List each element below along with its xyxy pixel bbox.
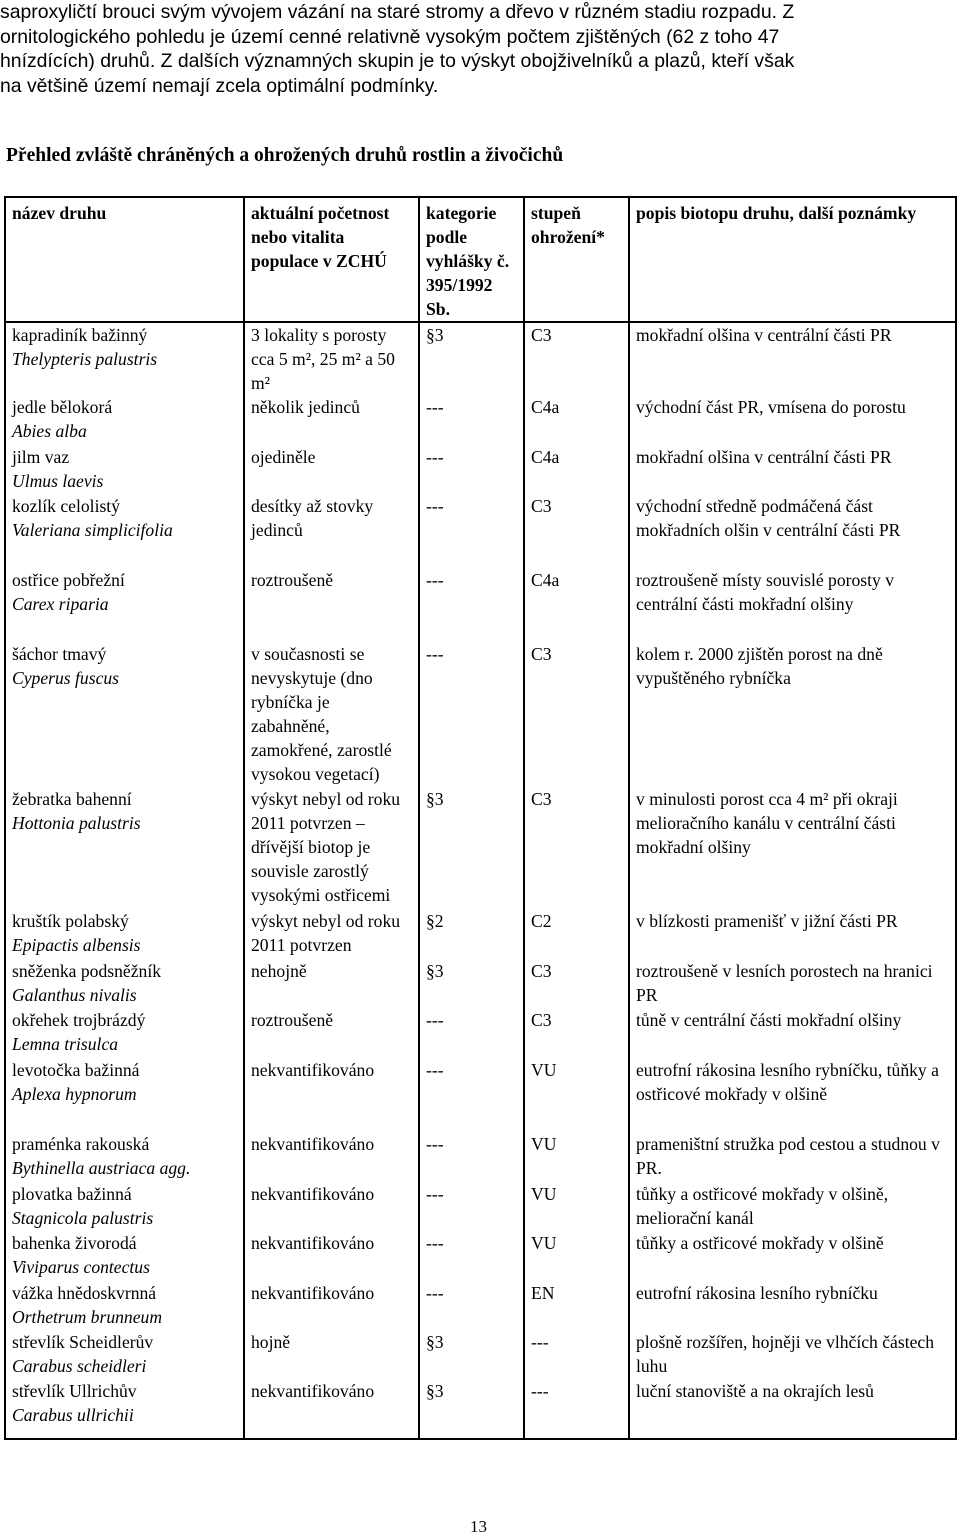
page-number: 13 <box>470 1517 487 1536</box>
header-abundance: aktuální početnost nebo vitalita populace v ZCHÚ <box>244 197 419 322</box>
species-table-body <box>5 322 956 1439</box>
species-latin-name: Thelypteris palustris <box>12 349 158 369</box>
species-latin-name: Carabus scheidleri <box>12 1356 147 1376</box>
threat-cell: VU <box>524 1231 629 1281</box>
table-row <box>5 395 956 445</box>
habitat-cell: eutrofní rákosina lesního rybníčku <box>629 1281 956 1330</box>
table-row <box>5 494 956 568</box>
intro-line: na většině území nemají zcela optimální podmínky. <box>0 74 439 97</box>
species-common-name: levotočka bažinná <box>12 1060 140 1080</box>
threat-cell: VU <box>524 1132 629 1182</box>
table-row <box>5 1058 956 1132</box>
species-common-name: okřehek trojbrázdý <box>12 1010 146 1030</box>
species-name-cell <box>5 1231 244 1281</box>
abundance-cell: nekvantifikováno <box>244 1281 419 1330</box>
table-row <box>5 1132 956 1182</box>
category-cell: §3 <box>419 1379 524 1439</box>
abundance-cell: nekvantifikováno <box>244 1379 419 1439</box>
species-name-cell <box>5 909 244 959</box>
species-name-cell <box>5 959 244 1008</box>
abundance-cell: desítky až stovky jedinců <box>244 494 419 568</box>
header-name: název druhu <box>5 197 244 322</box>
species-name-cell <box>5 1008 244 1058</box>
habitat-cell: prameništní stružka pod cestou a studnou v PR. <box>629 1132 956 1182</box>
habitat-cell: tůně v centrální části mokřadní olšiny <box>629 1008 956 1058</box>
table-row <box>5 568 956 642</box>
species-latin-name: Hottonia palustris <box>12 813 141 833</box>
table-row <box>5 1330 956 1379</box>
abundance-cell: výskyt nebyl od roku 2011 potvrzen <box>244 909 419 959</box>
threat-cell: --- <box>524 1330 629 1379</box>
species-common-name: žebratka bahenní <box>12 789 132 809</box>
species-common-name: kapradiník bažinný <box>12 325 148 345</box>
species-common-name: ostřice pobřežní <box>12 570 125 590</box>
habitat-cell: mokřadní olšina v centrální části PR <box>629 322 956 395</box>
species-name-cell <box>5 642 244 787</box>
habitat-cell: eutrofní rákosina lesního rybníčku, tůňky a ostřicové mokřady v olšině <box>629 1058 956 1132</box>
table-header-row <box>5 197 956 322</box>
species-common-name: sněženka podsněžník <box>12 961 162 981</box>
species-common-name: vážka hnědoskvrnná <box>12 1283 157 1303</box>
species-name-cell <box>5 1281 244 1330</box>
category-cell: --- <box>419 1132 524 1182</box>
category-cell: --- <box>419 1008 524 1058</box>
species-common-name: plovatka bažinná <box>12 1184 132 1204</box>
intro-line: hnízdících) druhů. Z dalších významných skupin je to výskyt obojživelníků a plazů, kteří však <box>0 50 795 72</box>
species-latin-name: Viviparus contectus <box>12 1257 150 1277</box>
threat-cell: C4a <box>524 395 629 445</box>
species-common-name: střevlík Ullrichův <box>12 1381 137 1401</box>
species-latin-name: Cyperus fuscus <box>12 668 120 688</box>
species-table <box>4 196 957 1440</box>
habitat-cell: v minulosti porost cca 4 m² při okraji melioračního kanálu v centrální části mokřadní olšiny <box>629 787 956 909</box>
abundance-cell: ojediněle <box>244 445 419 494</box>
table-row <box>5 959 956 1008</box>
species-latin-name: Epipactis albensis <box>12 935 141 955</box>
threat-cell: C4a <box>524 445 629 494</box>
species-name-cell <box>5 1182 244 1231</box>
table-row <box>5 642 956 787</box>
threat-cell: C3 <box>524 959 629 1008</box>
abundance-cell: nekvantifikováno <box>244 1182 419 1231</box>
species-latin-name: Carabus ullrichii <box>12 1405 134 1425</box>
species-latin-name: Ulmus laevis <box>12 471 104 491</box>
threat-cell: VU <box>524 1182 629 1231</box>
species-name-cell <box>5 494 244 568</box>
category-cell: --- <box>419 1182 524 1231</box>
threat-cell: VU <box>524 1058 629 1132</box>
abundance-cell: několik jedinců <box>244 395 419 445</box>
abundance-cell: 3 lokality s porosty cca 5 m², 25 m² a 50 m² <box>244 322 419 395</box>
table-row <box>5 1379 956 1439</box>
intro-line: ornitologického pohledu je území cenné relativně vysokým počtem zjištěných (62 z toho 47 <box>0 25 780 48</box>
habitat-cell: tůňky a ostřicové mokřady v olšině <box>629 1231 956 1281</box>
category-cell: --- <box>419 642 524 787</box>
category-cell: --- <box>419 494 524 568</box>
header-threat: stupeň ohrožení* <box>524 197 629 322</box>
habitat-cell: kolem r. 2000 zjištěn porost na dně vypuštěného rybníčka <box>629 642 956 787</box>
habitat-cell: roztroušeně místy souvislé porosty v centrální části mokřadní olšiny <box>629 568 956 642</box>
category-cell: §2 <box>419 909 524 959</box>
species-common-name: šáchor tmavý <box>12 644 107 664</box>
species-latin-name: Abies alba <box>12 421 87 441</box>
habitat-cell: plošně rozšířen, hojněji ve vlhčích částech luhu <box>629 1330 956 1379</box>
species-name-cell <box>5 1330 244 1379</box>
intro-paragraph <box>0 0 958 98</box>
abundance-cell: nekvantifikováno <box>244 1231 419 1281</box>
header-habitat: popis biotopu druhu, další poznámky <box>629 197 956 322</box>
threat-cell: C3 <box>524 1008 629 1058</box>
table-row <box>5 322 956 395</box>
category-cell: §3 <box>419 787 524 909</box>
abundance-cell: nekvantifikováno <box>244 1132 419 1182</box>
table-row <box>5 787 956 909</box>
habitat-cell: v blízkosti pramenišť v jižní části PR <box>629 909 956 959</box>
abundance-cell: roztroušeně <box>244 1008 419 1058</box>
habitat-cell: mokřadní olšina v centrální části PR <box>629 445 956 494</box>
intro-line: saproxyličtí brouci svým vývojem vázání na staré stromy a dřevo v různém stadiu rozpadu. Z <box>0 1 795 23</box>
species-name-cell <box>5 322 244 395</box>
species-name-cell <box>5 1132 244 1182</box>
category-cell: --- <box>419 1058 524 1132</box>
species-common-name: jedle bělokorá <box>12 397 113 417</box>
species-name-cell <box>5 787 244 909</box>
threat-cell: C3 <box>524 322 629 395</box>
table-row <box>5 1281 956 1330</box>
table-row <box>5 1182 956 1231</box>
table-row <box>5 445 956 494</box>
species-common-name: kozlík celolistý <box>12 496 120 516</box>
species-common-name: jilm vaz <box>12 447 70 467</box>
habitat-cell: roztroušeně v lesních porostech na hranici PR <box>629 959 956 1008</box>
threat-cell: C3 <box>524 787 629 909</box>
species-latin-name: Valeriana simplicifolia <box>12 520 173 540</box>
species-common-name: praménka rakouská <box>12 1134 150 1154</box>
species-common-name: bahenka živorodá <box>12 1233 137 1253</box>
threat-cell: C3 <box>524 642 629 787</box>
header-category: kategorie podle vyhlášky č. 395/1992 Sb. <box>419 197 524 322</box>
category-cell: §3 <box>419 322 524 395</box>
habitat-cell: východní část PR, vmísena do porostu <box>629 395 956 445</box>
category-cell: --- <box>419 395 524 445</box>
species-name-cell <box>5 1058 244 1132</box>
species-latin-name: Bythinella austriaca agg. <box>12 1158 191 1178</box>
threat-cell: EN <box>524 1281 629 1330</box>
category-cell: --- <box>419 445 524 494</box>
species-latin-name: Orthetrum brunneum <box>12 1307 163 1327</box>
table-row <box>5 909 956 959</box>
table-row <box>5 1008 956 1058</box>
species-name-cell <box>5 395 244 445</box>
threat-cell: C2 <box>524 909 629 959</box>
abundance-cell: roztroušeně <box>244 568 419 642</box>
species-latin-name: Stagnicola palustris <box>12 1208 154 1228</box>
section-heading: Přehled zvláště chráněných a ohrožených druhů rostlin a živočichů <box>6 145 564 166</box>
habitat-cell: luční stanoviště a na okrajích lesů <box>629 1379 956 1439</box>
threat-cell: C3 <box>524 494 629 568</box>
species-latin-name: Carex riparia <box>12 594 109 614</box>
species-name-cell <box>5 568 244 642</box>
category-cell: --- <box>419 1231 524 1281</box>
species-latin-name: Lemna trisulca <box>12 1034 119 1054</box>
table-row <box>5 1231 956 1281</box>
abundance-cell: hojně <box>244 1330 419 1379</box>
abundance-cell: výskyt nebyl od roku 2011 potvrzen – dřívější biotop je souvisle zarostlý vysokými ostřicemi <box>244 787 419 909</box>
threat-cell: C4a <box>524 568 629 642</box>
species-latin-name: Galanthus nivalis <box>12 985 137 1005</box>
abundance-cell: v současnosti se nevyskytuje (dno rybníčka je zabahněné, zamokřené, zarostlé vysokou vegetací) <box>244 642 419 787</box>
species-common-name: střevlík Scheidlerův <box>12 1332 154 1352</box>
category-cell: §3 <box>419 1330 524 1379</box>
category-cell: --- <box>419 1281 524 1330</box>
abundance-cell: nehojně <box>244 959 419 1008</box>
species-name-cell <box>5 1379 244 1439</box>
category-cell: --- <box>419 568 524 642</box>
abundance-cell: nekvantifikováno <box>244 1058 419 1132</box>
species-latin-name: Aplexa hypnorum <box>12 1084 137 1104</box>
habitat-cell: tůňky a ostřicové mokřady v olšině, meliorační kanál <box>629 1182 956 1231</box>
species-common-name: kruštík polabský <box>12 911 129 931</box>
habitat-cell: východní středně podmáčená část mokřadních olšin v centrální části PR <box>629 494 956 568</box>
category-cell: §3 <box>419 959 524 1008</box>
threat-cell: --- <box>524 1379 629 1439</box>
species-name-cell <box>5 445 244 494</box>
